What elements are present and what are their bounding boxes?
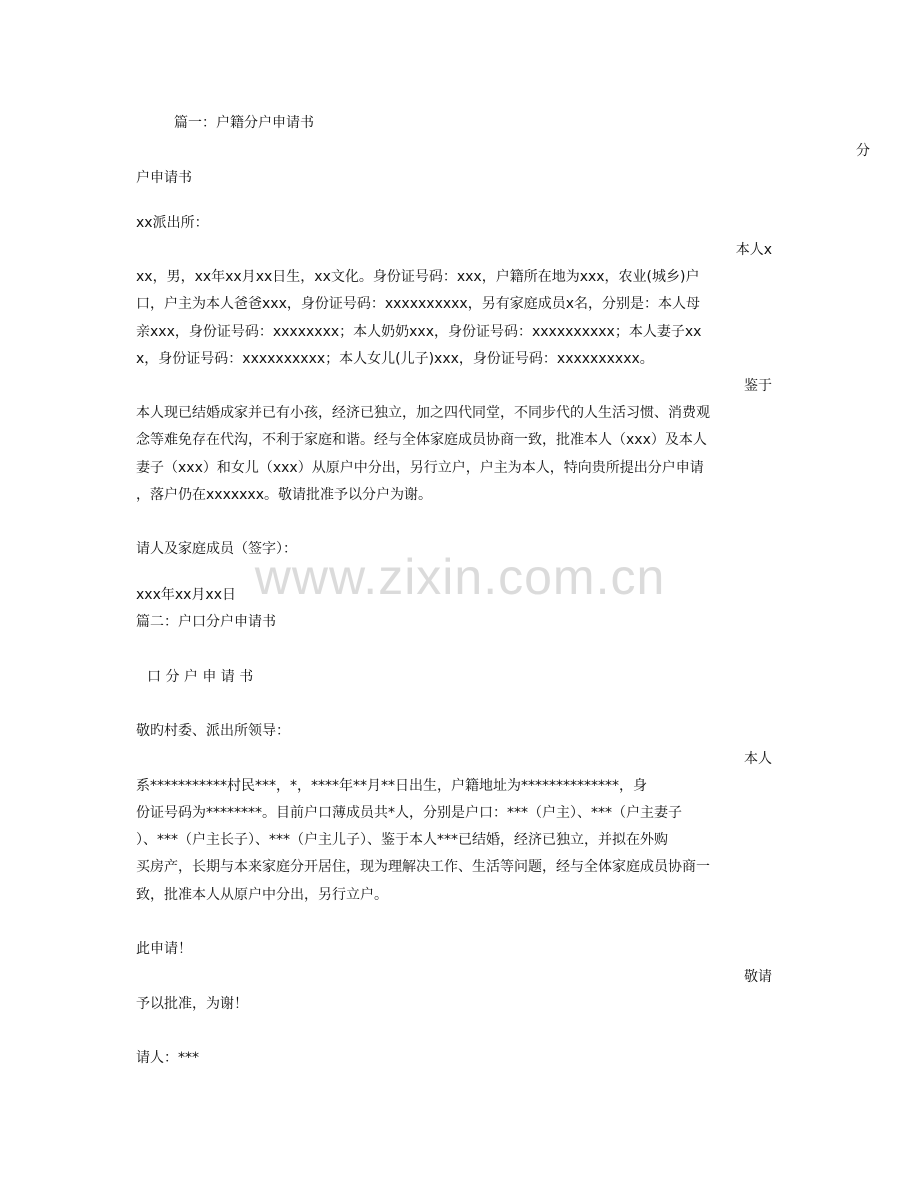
section2-addressee: 敬旳村委、派出所领导： bbox=[136, 723, 290, 739]
section1-para1-line: xx，男，xx年xx月xx日生，xx文化。身份证号码：xxx，户籍所在地为xxx，农业(城乡)户 bbox=[136, 269, 700, 285]
section1-para1-start: 本人x bbox=[735, 242, 772, 258]
section2-para1-line: 份证号码为********。目前户口薄成员共*人，分别是户口：***（户主）、***（户主妻子 bbox=[136, 805, 682, 821]
section2-para1-line: ）、***（户主长子）、***（户主儿子）、鉴于本人***已结婚，经济已独立，并拟在外购 bbox=[136, 832, 668, 848]
section2-closing: 此申请！ bbox=[136, 941, 192, 957]
section2-respect: 敬请 bbox=[744, 969, 772, 985]
section2-approval: 予以批准，为谢！ bbox=[136, 996, 248, 1012]
section1-signature: 请人及家庭成员（签字）： bbox=[136, 541, 297, 557]
section1-heading-part2: 户申请书 bbox=[136, 170, 192, 186]
section2-signature: 请人：*** bbox=[136, 1050, 199, 1066]
section1-para1-line: 口，户主为本人爸爸xxx，身份证号码：xxxxxxxxxx，另有家庭成员x名，分别是：本人母 bbox=[136, 296, 700, 312]
section1-para2-line: 念等难免存在代沟，不利于家庭和谐。经与全体家庭成员协商一致，批准本人（xxx）及本人 bbox=[136, 432, 707, 448]
section2-para1-line: 买房产，长期与本来家庭分开居住，现为理解决工作、生活等问题，经与全体家庭成员协商一 bbox=[136, 859, 710, 875]
section2-para1-line: 系***********村民***，*，****年**月**日出生，户籍地址为**************，身 bbox=[136, 778, 647, 794]
section1-para2-line: 本人现已结婚成家并已有小孩，经济已独立，加之四代同堂，不同步代的人生活习惯、消费观 bbox=[136, 405, 710, 421]
section1-para2-start: 鉴于 bbox=[744, 378, 772, 394]
section1-para1-line: x，身份证号码：xxxxxxxxxx；本人女儿(儿子)xxx，身份证号码：xxxxxxxxxx。 bbox=[136, 351, 654, 367]
section1-para2-line: 妻子（xxx）和女儿（xxx）从原户中分出，另行立户，户主为本人，特向贵所提出分户申请 bbox=[136, 460, 704, 476]
section2-title: 篇二：户口分户申请书 bbox=[136, 614, 276, 630]
section1-heading-part1: 分 bbox=[856, 143, 870, 159]
section2-heading: 口 分 户 申 请 书 bbox=[147, 669, 254, 685]
section1-para1-line: 亲xxx，身份证号码：xxxxxxxx；本人奶奶xxx，身份证号码：xxxxxxxxxx；本人妻子xx bbox=[136, 324, 702, 340]
watermark: www.zixin.com.cn bbox=[254, 549, 666, 605]
section2-para1-line: 致，批准本人从原户中分出，另行立户。 bbox=[136, 887, 388, 903]
section1-addressee: xx派出所： bbox=[136, 215, 209, 231]
section1-title: 篇一：户籍分户申请书 bbox=[174, 115, 314, 131]
section1-para2-line: ，落户仍在xxxxxxx。敬请批准予以分户为谢。 bbox=[136, 487, 432, 503]
section2-para1-start: 本人 bbox=[744, 751, 772, 767]
section1-date: xxx年xx月xx日 bbox=[136, 587, 236, 603]
